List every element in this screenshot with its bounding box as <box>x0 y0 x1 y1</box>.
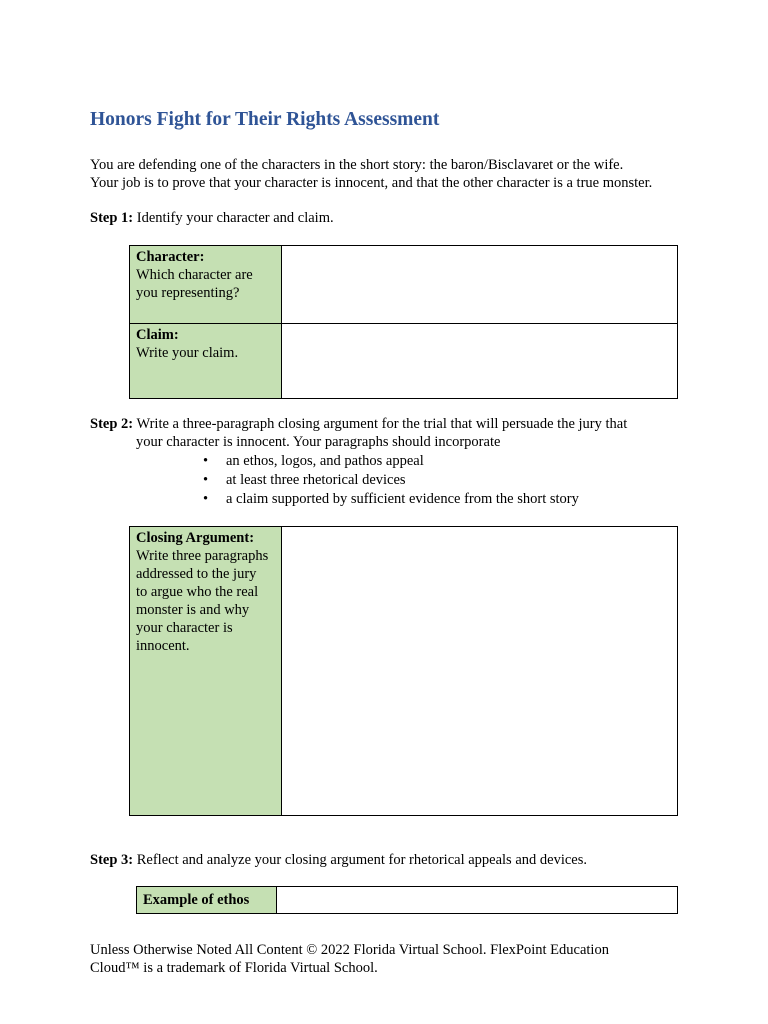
intro-line-2: Your job is to prove that your character is innocent, and that the other character is a true monster. <box>90 175 653 191</box>
bullet-icon: • <box>203 453 209 469</box>
closing-argument-label: Closing Argument: <box>136 530 255 546</box>
list-item <box>200 471 579 490</box>
footer-copyright <box>90 941 690 977</box>
list-item <box>200 490 579 509</box>
ethos-label-cell <box>137 887 277 914</box>
step-2-text-line-1: Write a three-paragraph closing argument for the trial that will persuade the jury that <box>136 416 628 432</box>
claim-row <box>130 324 678 399</box>
closing-argument-row <box>130 527 678 816</box>
list-item <box>200 452 579 471</box>
bullet-icon: • <box>203 472 209 488</box>
closing-prompt-line: monster is and why <box>136 602 250 618</box>
ethos-row <box>137 887 678 914</box>
step-1-label: Step 1: <box>90 210 134 226</box>
bullet-text: an ethos, logos, and pathos appeal <box>226 453 424 469</box>
step-3 <box>90 851 587 869</box>
step-2-label: Step 2: <box>90 416 134 432</box>
closing-prompt-line: innocent. <box>136 638 190 654</box>
claim-label: Claim: <box>136 327 179 343</box>
character-label-cell <box>130 246 282 324</box>
character-label: Character: <box>136 249 205 265</box>
ethos-answer-cell[interactable] <box>277 887 678 914</box>
bullet-text: a claim supported by sufficient evidence from the short story <box>226 491 579 507</box>
character-prompt-line-1: Which character are <box>136 267 253 283</box>
intro-line-1: You are defending one of the characters in the short story: the baron/Bisclavaret or the wife. <box>90 157 624 173</box>
closing-prompt-line: your character is <box>136 620 233 636</box>
closing-argument-answer-cell[interactable] <box>282 527 678 816</box>
ethos-label: Example of ethos <box>143 892 250 908</box>
step-2-bullet-list <box>200 452 579 509</box>
step-3-label: Step 3: <box>90 852 134 868</box>
claim-label-cell <box>130 324 282 399</box>
step-1 <box>90 209 334 227</box>
bullet-icon: • <box>203 491 209 507</box>
closing-prompt-line: to argue who the real <box>136 584 259 600</box>
step-1-text: Identify your character and claim. <box>136 210 334 226</box>
step-3-text: Reflect and analyze your closing argument for rhetorical appeals and devices. <box>136 852 587 868</box>
closing-argument-table <box>129 526 678 816</box>
page-title: Honors Fight for Their Rights Assessment <box>90 109 440 130</box>
footer-line-2: Cloud™ is a trademark of Florida Virtual School. <box>90 960 378 976</box>
character-answer-cell[interactable] <box>282 246 678 324</box>
character-prompt-line-2: you representing? <box>136 285 240 301</box>
step-2-text-line-2: your character is innocent. Your paragraphs should incorporate <box>136 434 501 450</box>
closing-argument-label-cell <box>130 527 282 816</box>
footer-line-1: Unless Otherwise Noted All Content © 2022 Florida Virtual School. FlexPoint Education <box>90 942 609 958</box>
closing-prompt-line: addressed to the jury <box>136 566 257 582</box>
claim-prompt: Write your claim. <box>136 345 239 361</box>
claim-answer-cell[interactable] <box>282 324 678 399</box>
intro-paragraph <box>90 156 700 192</box>
closing-prompt-line: Write three paragraphs <box>136 548 269 564</box>
bullet-text: at least three rhetorical devices <box>226 472 406 488</box>
character-claim-table <box>129 245 678 399</box>
step-2 <box>90 415 627 433</box>
ethos-table <box>136 886 678 914</box>
character-row <box>130 246 678 324</box>
